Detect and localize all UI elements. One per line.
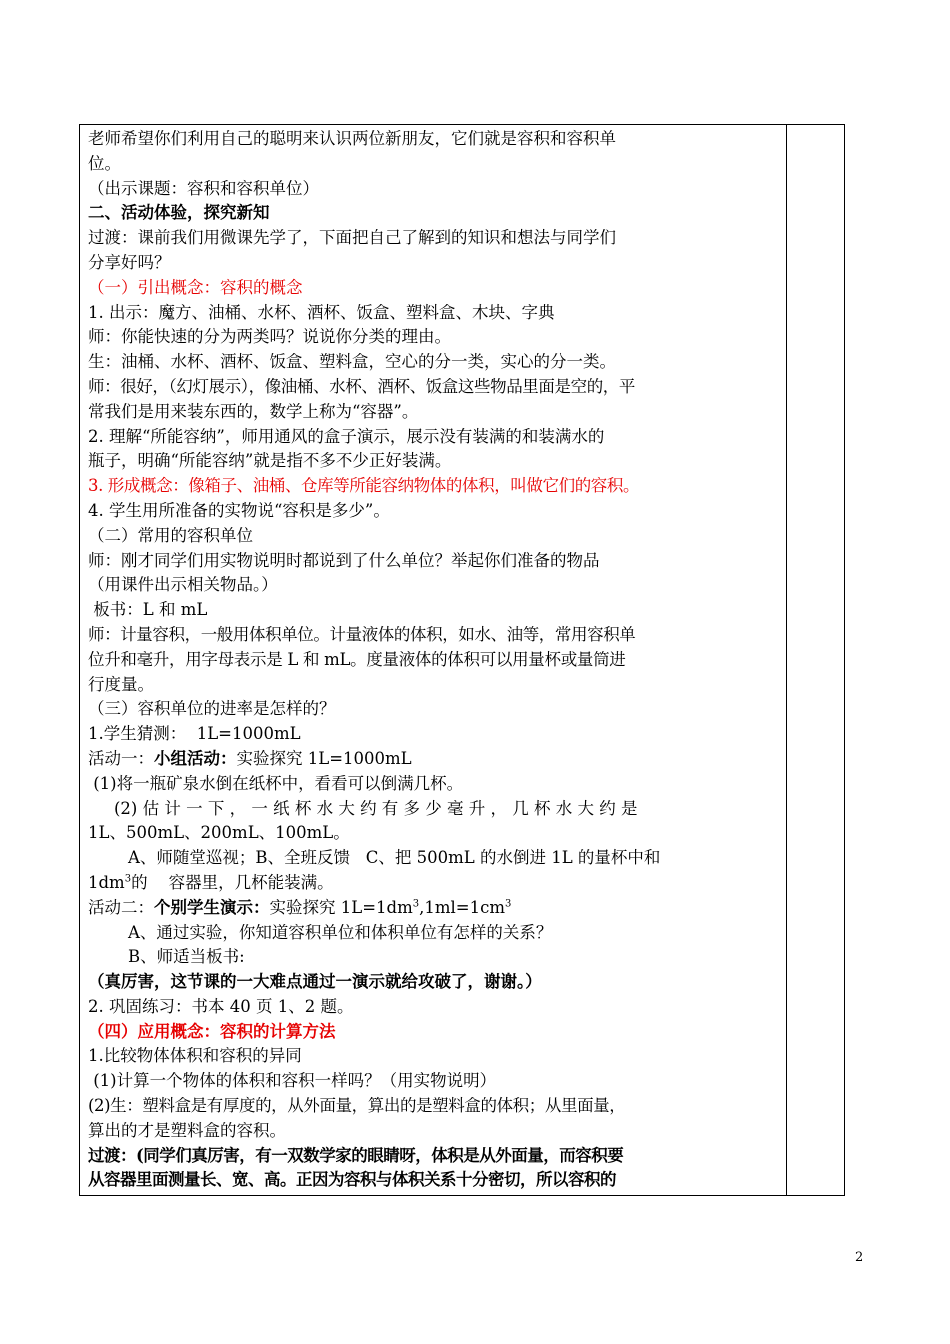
- text-line: 位升和毫升，用字母表示是 L 和 mL。度量液体的体积可以用量杯或量筒进: [88, 649, 626, 669]
- unit-text: 的 容器里，几杯能装满。: [131, 872, 334, 892]
- superscript: 3: [505, 898, 512, 910]
- activity-two-line: [88, 896, 704, 921]
- unit-text: 1dm: [88, 872, 125, 892]
- text-line: 过渡：课前我们用微课先学了，下面把自己了解到的知识和想法与同学们: [88, 228, 616, 248]
- text-line: 1.比较物体体积和容积的异同: [88, 1046, 302, 1066]
- text-line: 1.学生猜测： 1L=1000mL: [88, 724, 301, 744]
- activity-label: 活动一：: [88, 748, 154, 768]
- text-line: 位。: [88, 153, 121, 173]
- lesson-table: [79, 124, 845, 1196]
- text-line: A、师随堂巡视；B、全班反馈 C、把 500mL 的水倒进 1L 的量杯中和: [128, 848, 661, 868]
- text-line: 2. 巩固练习：书本 40 页 1、2 题。: [88, 996, 354, 1016]
- text-line: 板书：L 和 mL: [88, 600, 208, 620]
- text-line: 生：油桶、水杯、酒杯、饭盒、塑料盒，空心的分一类，实心的分一类。: [88, 352, 616, 372]
- subsection-heading: （四）应用概念：容积的计算方法: [88, 1021, 336, 1041]
- text-line: 行度量。: [88, 674, 154, 694]
- subsection-heading: （一）引出概念：容积的概念: [88, 277, 303, 297]
- unit-line: [88, 871, 704, 896]
- superscript: 3: [124, 873, 132, 885]
- text-line: （出示课题：容积和容积单位）: [88, 178, 319, 198]
- text-line: 2. 理解“所能容纳”，师用通风的盒子演示，展示没有装满的和装满水的: [88, 426, 605, 446]
- concept-definition: 3. 形成概念：像箱子、油桶、仓库等所能容纳物体的体积，叫做它们的容积。: [88, 476, 640, 496]
- text-line: A、通过实验，你知道容积单位和体积单位有怎样的关系？: [128, 922, 553, 942]
- transition-line: 过渡：(同学们真厉害，有一双数学家的眼睛呀，体积是从外面量，而容积要: [88, 1145, 624, 1165]
- activity-text: ,1ml=1cm: [419, 897, 505, 917]
- superscript: 3: [412, 898, 420, 910]
- text-line: (2) 估 计 一 下 ， 一 纸 杯 水 大 约 有 多 少 毫 升 ， 几 杯 水 大 约 是: [114, 798, 638, 818]
- activity-one-line: [88, 747, 704, 772]
- text-line: 分享好吗？: [88, 252, 171, 272]
- text-line: 算出的才是塑料盒的容积。: [88, 1120, 286, 1140]
- section-heading: 二、活动体验，探究新知: [88, 203, 270, 223]
- text-line: 师：你能快速的分为两类吗？说说你分类的理由。: [88, 327, 451, 347]
- text-line: (1)计算一个物体的体积和容积一样吗？（用实物说明）: [88, 1071, 497, 1091]
- text-line: 1L、500mL、200mL、100mL。: [88, 823, 350, 843]
- column-divider: [786, 125, 787, 1195]
- transition-line: 从容器里面测量长、宽、高。正因为容积与体积关系十分密切，所以容积的: [88, 1170, 616, 1190]
- activity-type: 个别学生演示：: [154, 897, 270, 917]
- text-line: （用课件出示相关物品。）: [88, 575, 278, 595]
- text-line: 师：很好，（幻灯展示），像油桶、水杯、酒杯、饭盒这些物品里面是空的，平: [88, 376, 636, 396]
- page-number: 2: [855, 1250, 864, 1265]
- praise-line: （真厉害，这节课的一大难点通过一演示就给攻破了，谢谢。）: [88, 972, 542, 992]
- text-line: (2)生：塑料盒是有厚度的，从外面量，算出的是塑料盒的体积；从里面量，: [88, 1096, 626, 1116]
- text-line: (1)将一瓶矿泉水倒在纸杯中，看看可以倒满几杯。: [88, 773, 464, 793]
- activity-label: 活动二：: [88, 897, 154, 917]
- activity-text: 实验探究 1L=1000mL: [236, 748, 412, 768]
- text-line: 师：刚才同学们用实物说明时都说到了什么单位？举起你们准备的物品: [88, 550, 600, 570]
- activity-text: 实验探究 1L=1dm: [269, 897, 413, 917]
- text-line: 1. 出示：魔方、油桶、水杯、酒杯、饭盒、塑料盒、木块、字典: [88, 302, 555, 322]
- text-line: 4. 学生用所准备的实物说“容积是多少”。: [88, 500, 390, 520]
- text-line: 师：计量容积，一般用体积单位。计量液体的体积，如水、油等，常用容积单: [88, 624, 636, 644]
- activity-type: 小组活动：: [154, 748, 237, 768]
- lesson-content-cell: [88, 127, 704, 1193]
- text-line: 常我们是用来装东西的，数学上称为“容器”。: [88, 401, 419, 421]
- subsection-heading: （二）常用的容积单位: [88, 525, 253, 545]
- subsection-heading: （三）容积单位的进率是怎样的？: [88, 699, 336, 719]
- text-line: 瓶子，明确“所能容纳”就是指不多不少正好装满。: [88, 451, 452, 471]
- text-line: B、师适当板书:: [128, 947, 245, 967]
- text-line: 老师希望你们利用自己的聪明来认识两位新朋友，它们就是容积和容积单: [88, 129, 616, 148]
